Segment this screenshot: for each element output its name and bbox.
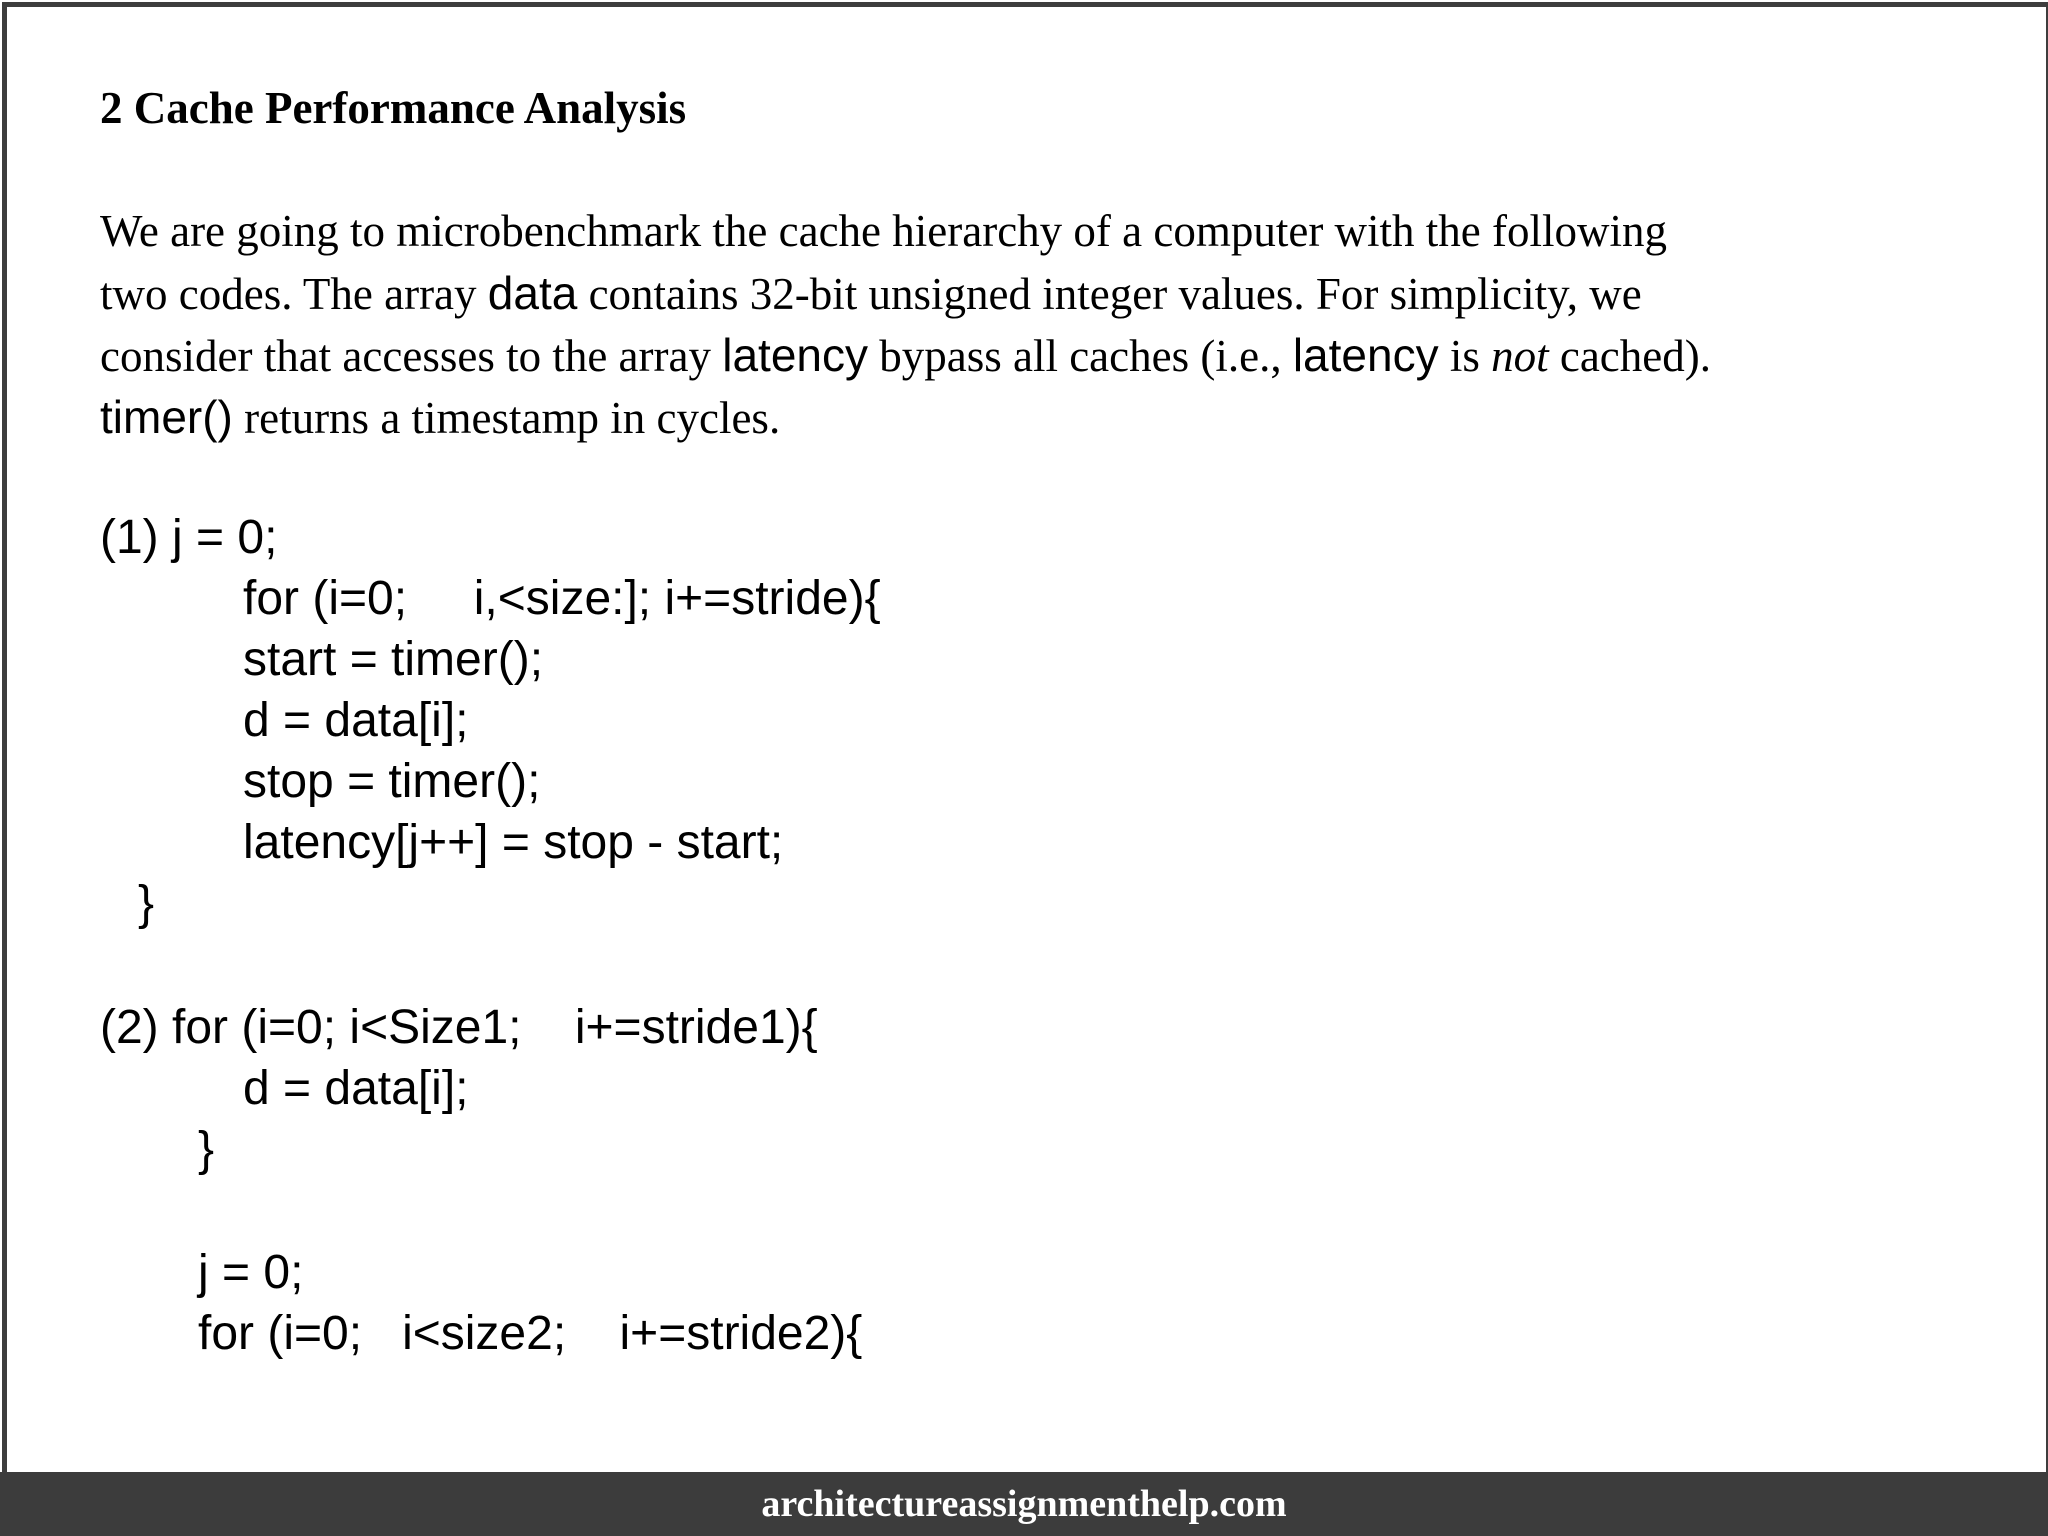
intro-text: bypass all caches (i.e., (867, 331, 1293, 381)
code2-line: (2) for (i=0; i<Size1; i+=stride1){ (100, 1001, 818, 1054)
code1-line: d = data[i]; (243, 694, 469, 747)
intro-paragraph (100, 200, 1990, 448)
intro-text: consider that accesses to the array (100, 331, 723, 381)
inline-code-timer: timer() (100, 391, 233, 443)
intro-text: is (1438, 331, 1492, 381)
inline-code-data: data (487, 267, 578, 319)
footer-bar (0, 1472, 2048, 1536)
code1-line: for (i=0; i,<size:]; i+=stride){ (243, 572, 881, 625)
code1-line: } (138, 877, 155, 930)
intro-line-1 (100, 200, 1990, 262)
intro-text: returns a timestamp in cycles. (232, 393, 781, 443)
code1-line: (1) j = 0; (100, 511, 278, 564)
emphasis-not: not (1491, 331, 1549, 381)
code1-line: start = timer(); (243, 633, 544, 686)
code1-line: latency[j++] = stop - start; (243, 816, 784, 869)
inline-code-latency: latency (1292, 329, 1439, 381)
code1-line: stop = timer(); (243, 755, 541, 808)
footer-site-link[interactable]: architectureassignmenthelp.com (761, 1483, 1287, 1525)
intro-line-4 (100, 386, 1990, 448)
section-title: 2 Cache Performance Analysis (100, 83, 687, 133)
code2-line: } (198, 1123, 215, 1176)
intro-text: contains 32-bit unsigned integer values. For simplicity, we (577, 269, 1642, 319)
inline-code-latency: latency (722, 329, 868, 381)
intro-line-3 (100, 324, 1990, 386)
code2-line: j = 0; (198, 1246, 304, 1299)
intro-text: cached). (1548, 331, 1711, 381)
intro-text: We are going to microbenchmark the cache hierarchy of a computer with the following (100, 206, 1668, 256)
intro-text: two codes. The array (100, 269, 488, 319)
code2-line: d = data[i]; (243, 1062, 469, 1115)
code2-line: for (i=0; i<size2; i+=stride2){ (198, 1307, 863, 1360)
intro-line-2 (100, 262, 1990, 324)
